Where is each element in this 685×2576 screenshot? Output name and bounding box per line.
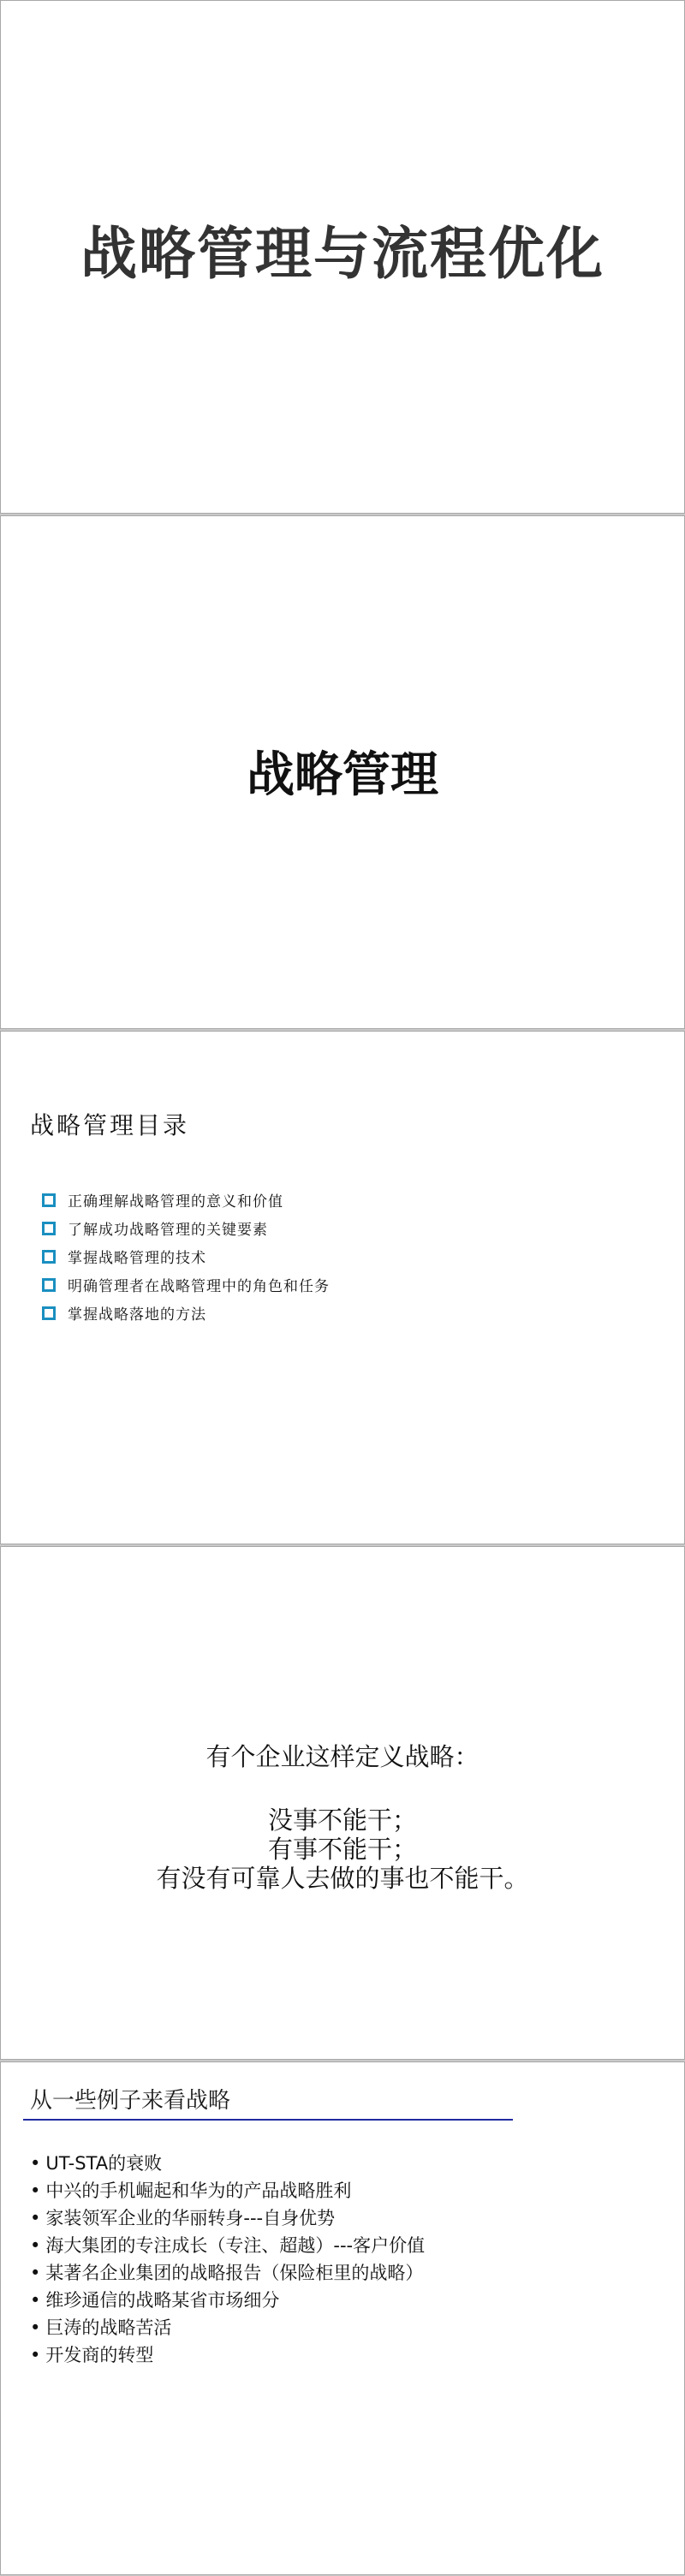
slide-title: 战略管理 — [247, 747, 438, 803]
slide-4 — [0, 1546, 685, 2060]
example-list — [30, 2150, 425, 2369]
list-item: • 开发商的转型 — [30, 2341, 425, 2369]
toc-list — [42, 1186, 330, 1327]
list-item: • UT-STA的衰败 — [30, 2150, 425, 2177]
toc-item-label: 掌握战略落地的方法 — [68, 1306, 206, 1324]
toc-item — [42, 1214, 330, 1242]
slide-title: 战略管理与流程优化 — [80, 221, 605, 287]
toc-title: 战略管理目录 — [30, 1111, 190, 1139]
list-item: • 维珍通信的战略某省市场细分 — [30, 2287, 425, 2314]
square-bullet-icon — [42, 1278, 56, 1292]
slide-2 — [0, 515, 685, 1029]
list-item: • 家装领军企业的华丽转身---自身优势 — [30, 2204, 425, 2232]
toc-item — [42, 1270, 330, 1299]
square-bullet-icon — [42, 1306, 56, 1320]
slide-1 — [0, 0, 685, 514]
toc-item — [42, 1186, 330, 1214]
square-bullet-icon — [42, 1222, 56, 1235]
slide-title: 从一些例子来看战略 — [30, 2088, 231, 2114]
square-bullet-icon — [42, 1250, 56, 1264]
list-item: • 某著名企业集团的战略报告（保险柜里的战略） — [30, 2259, 425, 2287]
toc-item-label: 了解成功战略管理的关键要素 — [68, 1222, 268, 1239]
list-item: • 海大集团的专注成长（专注、超越）---客户价值 — [30, 2232, 425, 2259]
square-bullet-icon — [42, 1193, 56, 1207]
slide-3 — [0, 1031, 685, 1544]
quote-intro: 有个企业这样定义战略： — [206, 1742, 480, 1771]
toc-item — [42, 1242, 330, 1270]
list-item: • 中兴的手机崛起和华为的产品战略胜利 — [30, 2177, 425, 2204]
title-underline — [23, 2119, 513, 2121]
quote-line: 没事不能干； — [267, 1806, 417, 1835]
quote-line: 有事不能干； — [267, 1835, 417, 1864]
toc-item-label: 正确理解战略管理的意义和价值 — [68, 1193, 283, 1211]
slide-5 — [0, 2061, 685, 2575]
quote-line: 有没有可靠人去做的事也不能干。 — [156, 1864, 529, 1893]
toc-item — [42, 1299, 330, 1327]
toc-item-label: 掌握战略管理的技术 — [68, 1250, 206, 1267]
toc-item-label: 明确管理者在战略管理中的角色和任务 — [68, 1278, 330, 1295]
list-item: • 巨涛的战略苦活 — [30, 2314, 425, 2341]
